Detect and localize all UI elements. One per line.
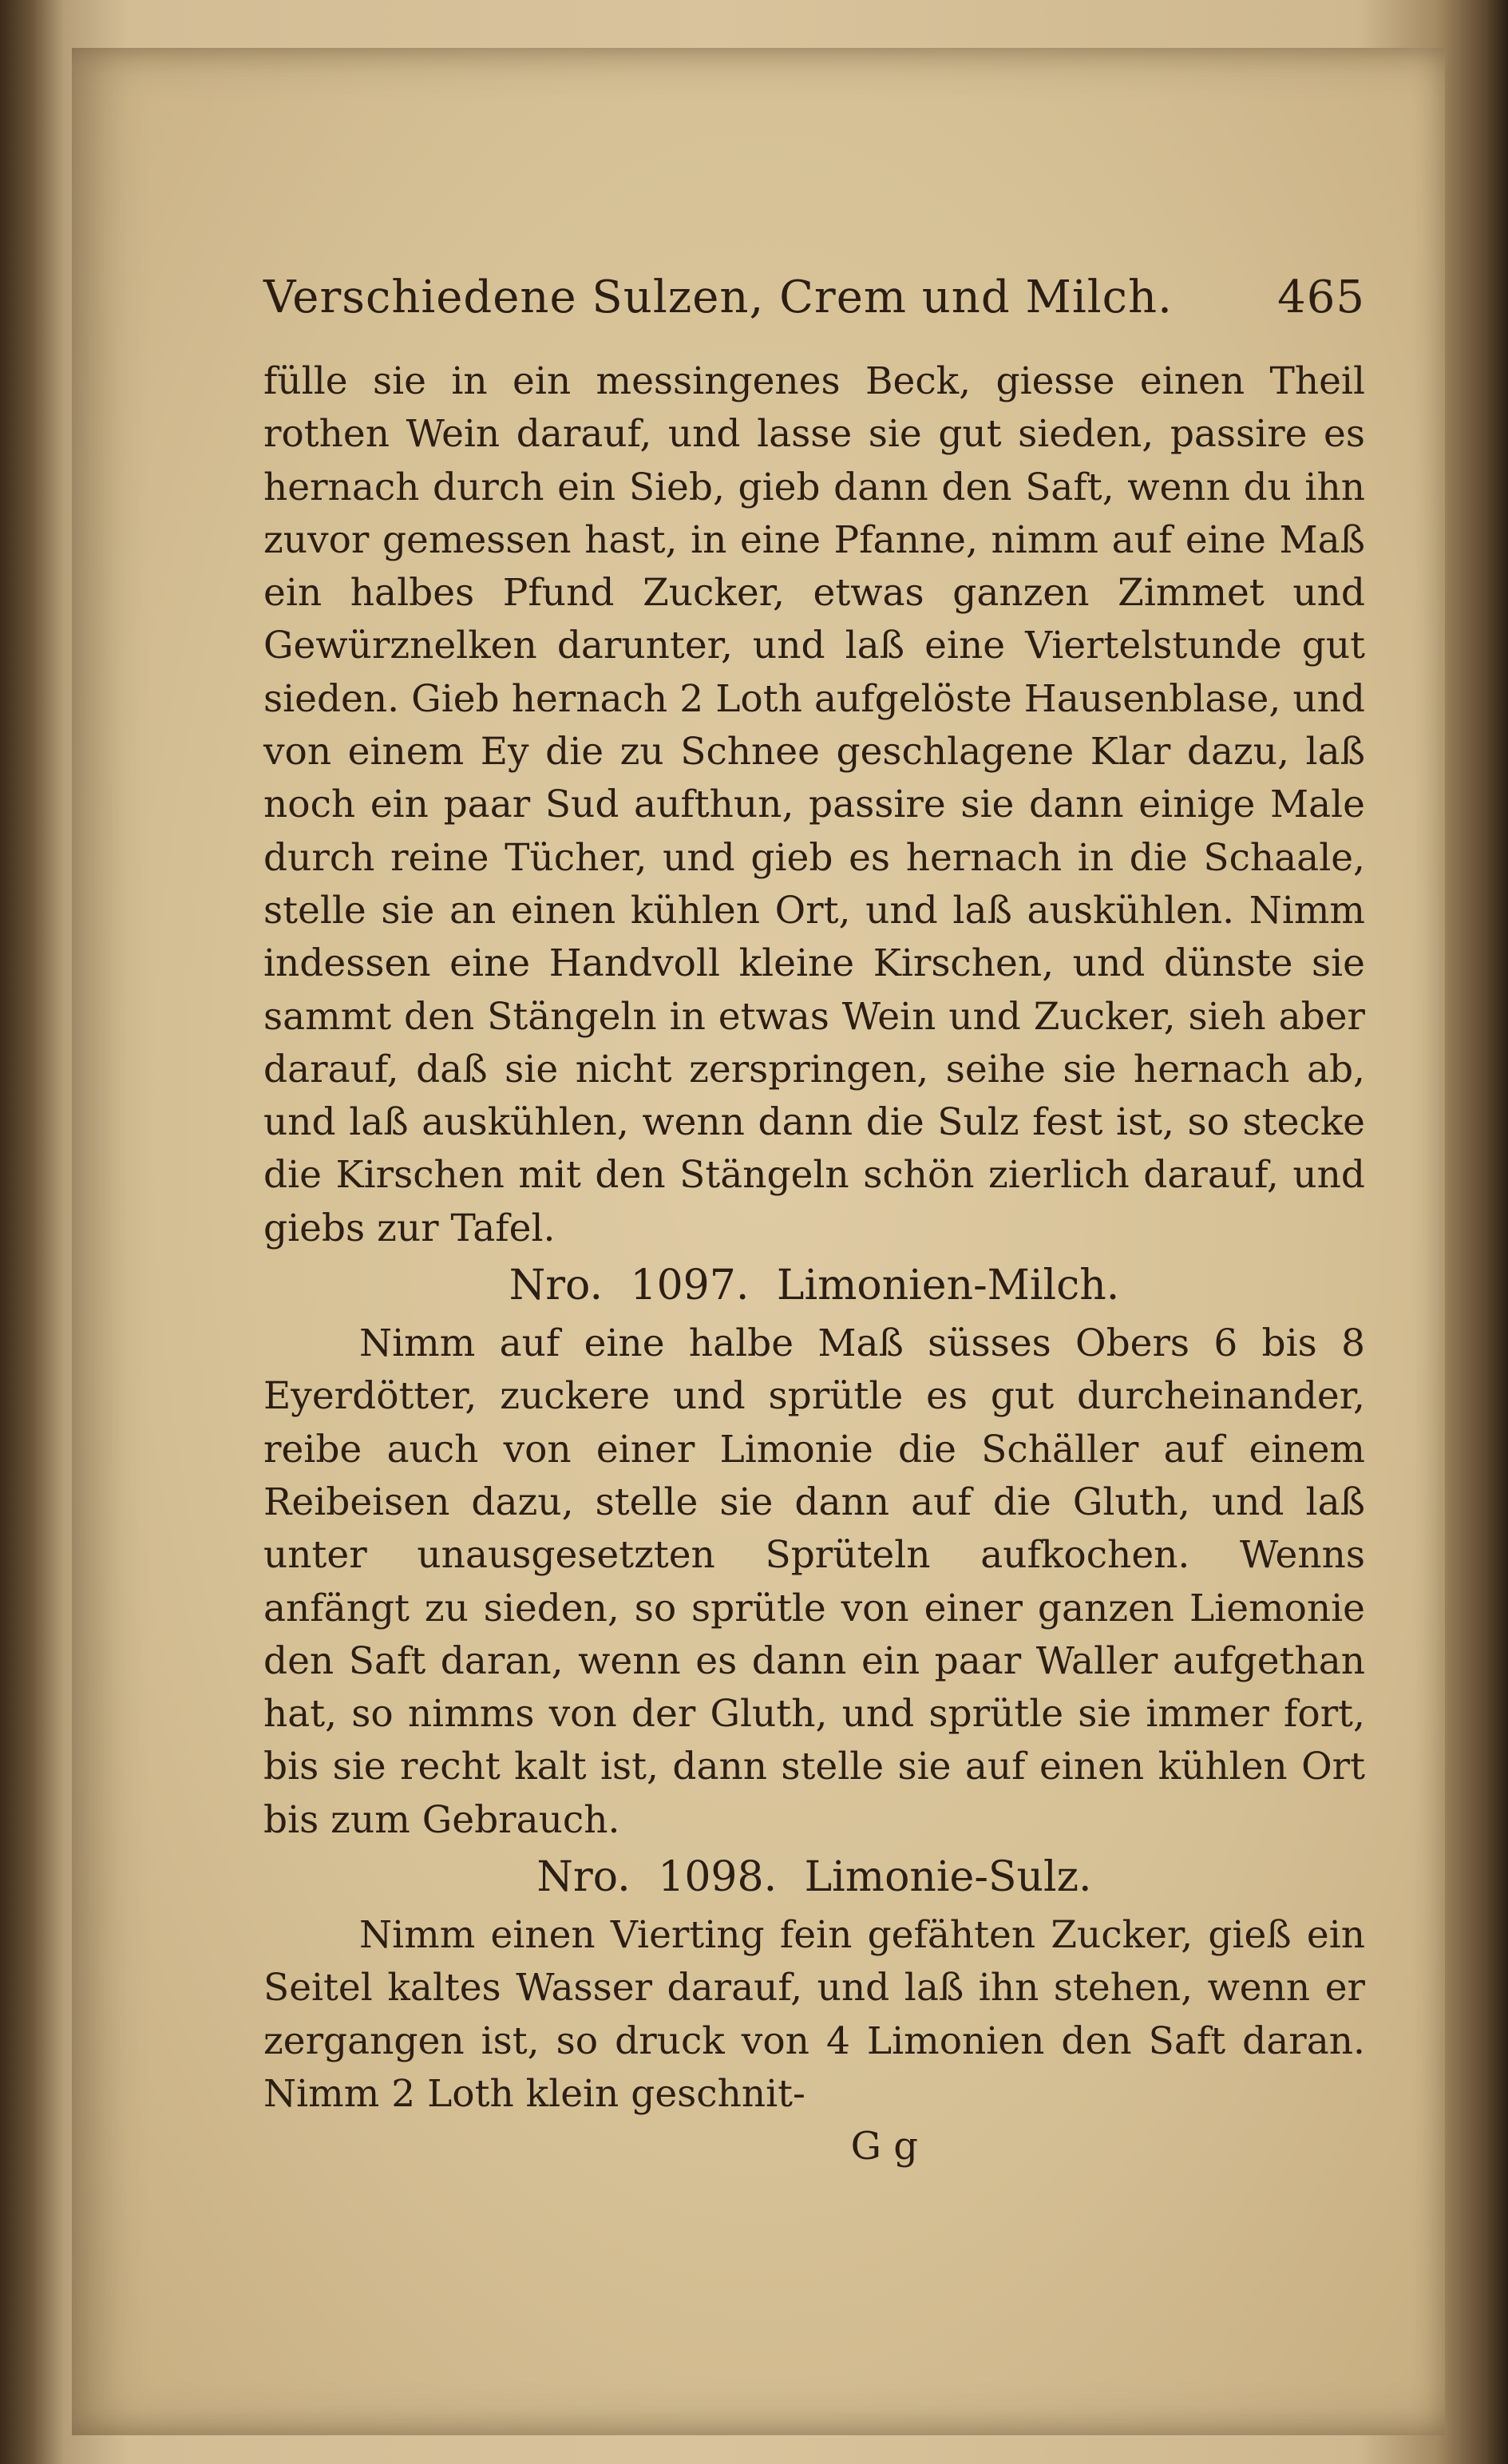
recipe-title: Limonie-Sulz. [804,1853,1092,1902]
recipe-text-1098: Nimm einen Vierting fein gefähten Zucker, gieß ein Seitel kaltes Wasser darauf, und laß ihn stehen, wenn er zergangen ist, so druck von 4 Limonien den Saft daran. Nimm 2 Loth klein geschnit- [263,1913,1365,2116]
running-header [263,271,1365,323]
page-number: 465 [1277,271,1365,323]
running-title: Verschiedene Sulzen, Crem und Milch. [263,271,1173,323]
signature-mark: G g [850,2124,918,2169]
intro-paragraph: fülle sie in ein messingenes Beck, giesse einen Theil rothen Wein darauf, und lasse sie gut sieden, passire es hernach durch ein Sieb, gieb dann den Saft, wenn du ihn zuvor gemessen hast, in eine Pfanne, nimm auf eine Maß ein halbes Pfund Zucker, etwas ganzen Zimmet und Gewürznelken darunter, und laß eine Viertelstunde gut sieden. Gieb hernach 2 Loth aufgelöste Hausenblase, und von einem Ey die zu Schnee geschlagene Klar dazu, laß noch ein paar Sud aufthun, passire sie dann einige Male durch reine Tücher, und gieb es hernach in die Schaale, stelle sie an einen kühlen Ort, und laß auskühlen. Nimm indessen eine Handvoll kleine Kirschen, und dünste sie sammt den Stängeln in etwas Wein und Zucker, sieh aber darauf, daß sie nicht zerspringen, seihe sie hernach ab, und laß auskühlen, wenn dann die Sulz fest ist, so stecke die Kirschen mit den Stängeln schön zierlich darauf, und giebs zur Tafel. [263,359,1365,1250]
page-paper [72,48,1445,2435]
recipe-heading-1098 [263,1850,1365,1904]
recipe-number-prefix: Nro. [536,1853,631,1902]
recipe-text-1097: Nimm auf eine halbe Maß süsses Obers 6 bis 8 Eyerdötter, zuckere und sprütle es gut durcheinander, reibe auch von einer Limonie die Schäller auf einem Reibeisen dazu, stelle sie dann auf die Gluth, und laß unter unausgesetzten Sprüteln aufkochen. Wenns anfängt zu sieden, so sprütle von einer ganzen Liemonie den Saft daran, wenn es dann ein paar Waller aufgethan hat, so nimms von der Gluth, und sprütle sie immer fort, bis sie recht kalt ist, dann stelle sie auf einen kühlen Ort bis zum Gebrauch. [263,1321,1365,1842]
recipe-number-prefix: Nro. [509,1262,603,1310]
recipe-title: Limonien-Milch. [776,1262,1120,1310]
recipe-heading-1097 [263,1258,1365,1313]
recipe-number: 1097. [630,1262,750,1310]
page-content [263,271,1365,2363]
recipe-number: 1098. [658,1853,778,1902]
